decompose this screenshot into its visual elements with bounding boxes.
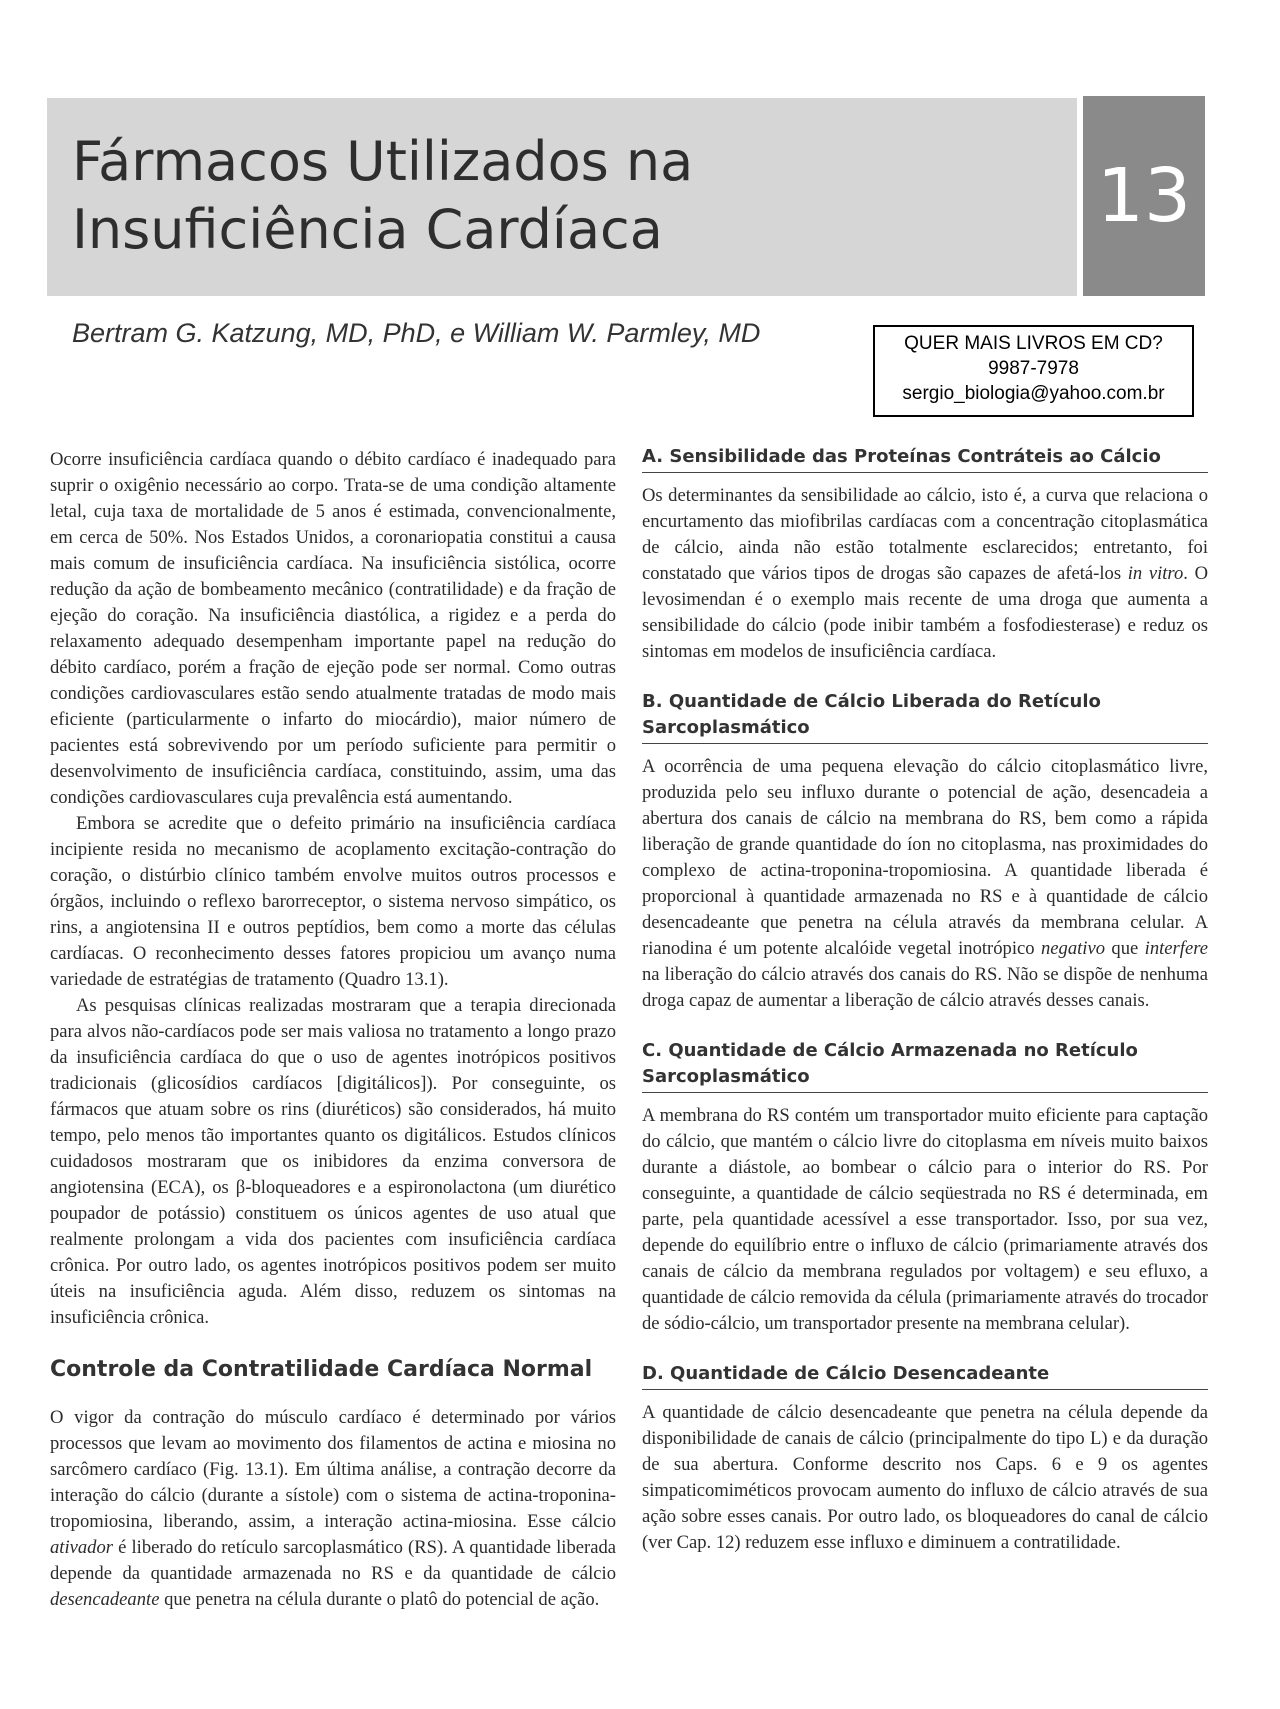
text-run: é liberado do retículo sarcoplasmático (RS). A quantidade liberada depende da quantidade armazenada no RS e da quantidade de cálcio	[50, 1537, 616, 1584]
text-run: A ocorrência de uma pequena elevação do cálcio citoplasmático livre, produzida pelo seu influxo durante o potencial de ação, desencadeia a abertura dos canais de cálcio na membrana do RS, bem como a rápida liberação de grande quantidade do íon no citoplasma, nas proximidades do complexo de actina-troponina-tropomiosina. A quantidade liberada é proporcional à quantidade armazenada no RS e à quantidade de cálcio desencadeante que penetra na célula através da membrana celular. A rianodina é um potente alcalóide vegetal inotrópico	[642, 756, 1208, 959]
subsection-a-text	[642, 483, 1208, 665]
subsection-c-text: A membrana do RS contém um transportador muito eficiente para captação do cálcio, que mantém o cálcio livre do citoplasma em níveis muito baixos durante a diástole, ao bombear o cálcio para o interior do RS. Por conseguinte, a quantidade de cálcio seqüestrada no RS é determinada, em parte, pela quantidade acessível a esse transportador. Isso, por sua vez, depende do equilíbrio entre o influxo de cálcio (primariamente através dos canais de cálcio da membrana regulados por voltagem) e seu efluxo, a quantidade de cálcio removida da célula (primariamente através do trocador de sódio-cálcio, um transportador presente na membrana celular).	[642, 1105, 1208, 1334]
emphasis-negativo: negativo	[1040, 938, 1105, 959]
ad-line-1: QUER MAIS LIVROS EM CD?	[904, 333, 1163, 354]
ad-line-3: sergio_biologia@yahoo.com.br	[902, 383, 1165, 404]
ad-line-2: 9987-7978	[988, 358, 1079, 379]
emphasis-desencadeante: desencadeante	[50, 1589, 160, 1610]
text-run: que	[1105, 938, 1145, 959]
intro-paragraph-1: Ocorre insuficiência cardíaca quando o débito cardíaco é inadequado para suprir o oxigênio necessário ao corpo. Trata-se de uma condição altamente letal, cuja taxa de mortalidade de 5 anos é estimada, convencionalmente, em cerca de 50%. Nos Estados Unidos, a coronariopatia constitui a causa mais comum de insuficiência cardíaca. Na insuficiência sistólica, ocorre redução da ação de bombeamento mecânico (contratilidade) e da fração de ejeção do coração. Na insuficiência diastólica, a rigidez e a perda do relaxamento adequado desempenham importante papel na redução do débito cardíaco, porém a fração de ejeção pode ser normal. Como outras condições cardiovasculares estão sendo atualmente tratadas de modo mais eficiente (particularmente o infarto do miocárdio), maior número de pacientes está sobrevivendo por um período suficiente para permitir o desenvolvimento de insuficiência cardíaca, constituindo, assim, uma das condições cardiovasculares cuja prevalência está aumentando.	[50, 449, 616, 808]
text-run: Os determinantes da sensibilidade ao cálcio, isto é, a curva que relaciona o encurtamento das miofibrilas cardíacas com a concentração citoplasmática de cálcio, ainda não estão totalmente esclarecidos; entretanto, foi constatado que vários tipos de drogas são capazes de afetá-los	[642, 485, 1208, 584]
emphasis-interfere: interfere	[1144, 938, 1208, 959]
chapter-title	[72, 128, 693, 264]
subsection-b-text	[642, 754, 1208, 1014]
emphasis-ativador: ativador	[50, 1537, 114, 1558]
chapter-title-line1: Fármacos Utilizados na	[72, 130, 694, 193]
text-run: na liberação do cálcio através dos canais do RS. Não se dispõe de nenhuma droga capaz de aumentar a liberação de cálcio através desses canais.	[642, 964, 1208, 1011]
subsection-d-heading: D. Quantidade de Cálcio Desencadeante	[642, 1361, 1208, 1390]
text-run: O vigor da contração do músculo cardíaco é determinado por vários processos que levam ao movimento dos filamentos de actina e miosina no sarcômero cardíaco (Fig. 13.1). Em última análise, a contração decorre da interação do cálcio (durante a sístole) com o sistema de actina-troponina-tropomiosina, liberando, assim, a interação actina-miosina. Esse cálcio	[50, 1407, 616, 1532]
chapter-title-line2: Insuficiência Cardíaca	[72, 198, 663, 261]
contractility-paragraph	[50, 1405, 616, 1613]
ad-box	[873, 325, 1194, 417]
intro-paragraph-2: Embora se acredite que o defeito primário na insuficiência cardíaca incipiente resida no mecanismo de acoplamento excitação-contração do coração, o distúrbio clínico também envolve muitos outros processos e órgãos, incluindo o reflexo barorreceptor, o sistema nervoso simpático, os rins, a angiotensina II e outros peptídios, bem como a morte das células cardíacas. O reconhecimento desses fatores propiciou um avanço numa variedade de estratégias de tratamento (Quadro 13.1).	[50, 813, 616, 990]
emphasis-in-vitro: in vitro	[1127, 563, 1184, 584]
chapter-number: 13	[1083, 96, 1205, 296]
subsection-d-text: A quantidade de cálcio desencadeante que penetra na célula depende da disponibilidade de canais de cálcio (principalmente do tipo L) e da duração de sua abertura. Conforme descrito nos Caps. 6 e 9 os agentes simpaticomiméticos provocam aumento do influxo de cálcio através de sua ação sobre esses canais. Por outro lado, os bloqueadores do canal de cálcio (ver Cap. 12) reduzem esse influxo e diminuem a contratilidade.	[642, 1402, 1208, 1553]
left-column	[50, 447, 616, 1613]
section-heading: Controle da Contratilidade Cardíaca Normal	[50, 1357, 593, 1382]
subsection-a-heading: A. Sensibilidade das Proteínas Contráteis ao Cálcio	[642, 444, 1208, 473]
text-run: que penetra na célula durante o platô do potencial de ação.	[159, 1589, 600, 1610]
intro-paragraph-3: As pesquisas clínicas realizadas mostraram que a terapia direcionada para alvos não-cardíacos pode ser mais valiosa no tratamento a longo prazo da insuficiência cardíaca do que o uso de agentes inotrópicos positivos tradicionais (glicosídios cardíacos [digitálicos]). Por conseguinte, os fármacos que atuam sobre os rins (diuréticos) são considerados, há muito tempo, pelo menos tão importantes quanto os digitálicos. Estudos clínicos cuidadosos mostraram que os inibidores da enzima conversora de angiotensina (ECA), os β-bloqueadores e a espironolactona (um diurético poupador de potássio) constituem os únicos agentes de uso atual que realmente prolongam a vida dos pacientes com insuficiência cardíaca crônica. Por outro lado, os agentes inotrópicos positivos podem ser muito úteis na insuficiência aguda. Além disso, reduzem os sintomas na insuficiência crônica.	[50, 995, 616, 1328]
subsection-c-heading: C. Quantidade de Cálcio Armazenada no Retículo Sarcoplasmático	[642, 1038, 1208, 1093]
right-column	[642, 444, 1208, 1556]
authors-line: Bertram G. Katzung, MD, PhD, e William W. Parmley, MD	[72, 318, 761, 348]
subsection-b-heading: B. Quantidade de Cálcio Liberada do Retículo Sarcoplasmático	[642, 689, 1208, 744]
text-run: . O levosimendan é o exemplo mais recente de uma droga que aumenta a sensibilidade do cálcio (pode inibir também a fosfodiesterase) e reduz os sintomas em modelos de insuficiência cardíaca.	[642, 563, 1208, 662]
